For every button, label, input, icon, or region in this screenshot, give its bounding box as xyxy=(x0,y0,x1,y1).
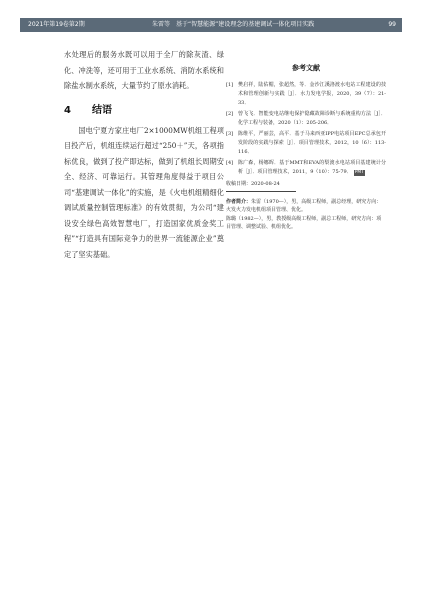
reference-text: 曾飞飞．智能变电站继电保护隐藏故障诊断与系统重构方法［J］．化学工程与装备，2020（1）：205-206． xyxy=(238,111,386,126)
reference-item xyxy=(226,159,386,177)
received-date: 收稿日期：2020-08-24 xyxy=(226,180,296,192)
references-column xyxy=(226,64,386,232)
author-bio: （1982—），男，教授级高级工程师，副总工程师，研究方向：项目管理、调整试验、机组优化。 xyxy=(226,215,382,231)
author-info-label: 作者简介： xyxy=(226,199,252,205)
reference-item xyxy=(226,130,386,157)
journal-issue: 2021年第19卷第2期 xyxy=(28,21,85,28)
main-text-column xyxy=(64,47,224,262)
reference-body: 陈广森，杨娜晖．基于MMT和EVA的梨渡水电站项目基建统计分析［J］．项目管理技术，2011，9（10）：75-79． xyxy=(238,160,386,175)
reference-number: [2] xyxy=(226,111,234,117)
author-info xyxy=(226,198,386,232)
author-name: 朱雷 xyxy=(251,199,262,205)
pmt-badge: PMT xyxy=(354,170,364,175)
reference-item xyxy=(226,81,386,108)
continued-paragraph: 水处理后的服务水既可以用于全厂的除灰渣、绿化、冲洗等，还可用于工业水系统、消防水系统和除盐水制水系统，大量节约了原水消耗。 xyxy=(64,50,224,90)
references-title: 参考文献 xyxy=(292,64,320,72)
running-title: 朱雷等 基于“智慧能源”建设理念的基建调试一体化项目实践 xyxy=(152,21,315,28)
reference-item xyxy=(226,110,386,128)
reference-text xyxy=(238,159,386,177)
page-number: 99 xyxy=(388,21,396,28)
reference-number: [4] xyxy=(226,160,234,166)
author-bio: （1970—），男，高级工程师，副总经理，研究方向：火发火力发电机组项目管理、优化。 xyxy=(226,199,382,214)
reference-text: 樊启祥，陆佑楣，张超然，等．金沙江溪洛渡水电站工程建设的技术和管理创新与实践［J］．水力发电学报，2020，39（7）：21-33． xyxy=(238,82,386,106)
reference-text: 陈维平，严丽芸，高平．基于马来西亚IPP电站项目EPC总承包开发阶段的实践与探索［J］．项目管理技术，2012，10（6）：113-116． xyxy=(238,131,386,155)
running-header xyxy=(20,18,402,32)
section-title: 结语 xyxy=(92,104,112,116)
reference-number: [1] xyxy=(226,82,234,88)
conclusion-paragraph: 国电宁夏方家庄电厂2×1000MW机组工程项目投产后，机组连续运行超过“250＋”天，各项指标优良，做到了投产即达标，做到了机组长周期安全、经济、可靠运行。其管理角度得益于项目公司“基建调试一体化”的实施，是《火电机组精细化调试质量控制管理标准》的有效贯彻，为公司“建设安全绿色高效智慧电厂，打造国家优质金奖工程”“打造具有国际竞争力的世界一流能源企业”奠定了坚实基础。 xyxy=(64,125,224,259)
reference-number: [3] xyxy=(226,131,234,137)
section-heading xyxy=(64,104,224,118)
author-name: 陈璐 xyxy=(226,215,237,222)
section-number: 4 xyxy=(64,104,71,116)
